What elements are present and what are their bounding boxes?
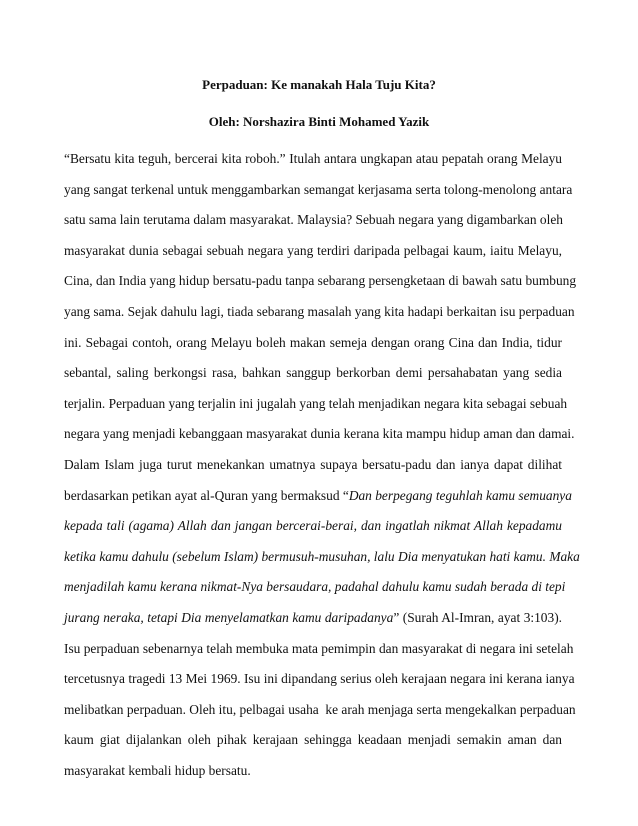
line-text: Isu perpaduan sebenarnya telah membuka mata pemimpin dan masyarakat di negara ini setelah	[64, 640, 574, 656]
paragraph-line	[64, 732, 562, 747]
line-text: negara yang menjadi kebanggaan masyarakat dunia kerana kita mampu hidup aman dan damai.	[64, 426, 575, 442]
document-author: Oleh: Norshazira Binti Mohamed Yazik	[208, 114, 430, 129]
line-text: yang sama. Sejak dahulu lagi, tiada sebarang masalah yang kita hadapi berkaitan isu perpaduan	[64, 304, 575, 319]
paragraph-line	[64, 212, 562, 227]
line-text: ini. Sebagai contoh, orang Melayu boleh makan semeja dengan orang Cina dan India, tidur	[64, 334, 562, 350]
quran-quote-text: Dan berpegang teguhlah kamu semuanya	[348, 487, 572, 503]
line-text: masyarakat dunia sebagai sebuah negara yang terdiri daripada pelbagai kaum, iaitu Melayu,	[64, 242, 562, 258]
line-text: ” (Surah Al-Imran, ayat 3:103).	[393, 610, 563, 625]
paragraph-line	[64, 151, 562, 166]
paragraph-line	[64, 487, 572, 503]
paragraph-line	[64, 243, 562, 258]
paragraph-line	[64, 548, 580, 564]
quran-quote-text: kepada tali (agama) Allah dan jangan bercerai-berai, dan ingatlah nikmat Allah kepadamu	[64, 518, 562, 534]
line-text: “Bersatu kita teguh, bercerai kita roboh.” Itulah antara ungkapan atau pepatah orang Melayu	[64, 151, 562, 166]
paragraph-line	[64, 610, 562, 625]
paragraph-line	[64, 763, 562, 778]
paragraph-line	[64, 701, 576, 717]
paragraph-line	[64, 365, 562, 380]
line-text: sebantal, saling berkongsi rasa, bahkan sanggup berkorban demi persahabatan yang sedia	[64, 365, 562, 381]
line-text: melibatkan perpaduan. Oleh itu, pelbagai usaha ke arah menjaga serta mengekalkan perpaduan	[64, 701, 576, 717]
paragraph-line	[64, 304, 575, 319]
line-text: terjalin. Perpaduan yang terjalin ini jugalah yang telah menjadikan negara kita sebagai sebuah	[64, 395, 568, 411]
quran-quote-text: menjadilah kamu kerana nikmat-Nya bersaudara, padahal dahulu kamu sudah berada di tepi	[64, 579, 566, 595]
paragraph-line	[64, 335, 562, 350]
paragraph-line	[64, 671, 575, 687]
paragraph-line	[64, 181, 573, 197]
quran-quote-text: jurang neraka, tetapi Dia menyelamatkan kamu daripadanya	[64, 610, 394, 625]
line-text: masyarakat kembali hidup bersatu.	[64, 763, 251, 778]
line-text: satu sama lain terutama dalam masyarakat. Malaysia? Sebuah negara yang digambarkan oleh	[64, 212, 563, 228]
line-text: Cina, dan India yang hidup bersatu-padu tanpa sebarang persengketaan di bawah satu bumbung	[64, 273, 577, 289]
line-text: Dalam Islam juga turut menekankan umatnya supaya bersatu-padu dan ianya dapat dilihat	[64, 457, 562, 472]
paragraph-line	[64, 640, 574, 656]
line-text: tercetusnya tragedi 13 Mei 1969. Isu ini dipandang serius oleh kerajaan negara ini kerana ianya	[64, 671, 575, 687]
paragraph-line	[64, 273, 577, 289]
paragraph-line	[64, 395, 568, 411]
line-text: yang sangat terkenal untuk menggambarkan semangat kerjasama serta tolong-menolong antara	[64, 181, 573, 197]
quran-quote-text: ketika kamu dahulu (sebelum Islam) bermusuh-musuhan, lalu Dia menyatukan hati kamu. Maka	[64, 548, 580, 564]
paragraph-line	[64, 579, 566, 595]
paragraph-line	[64, 518, 562, 533]
line-text: kaum giat dijalankan oleh pihak kerajaan sehingga keadaan menjadi semakin aman dan	[64, 732, 562, 748]
paragraph-line	[64, 426, 575, 442]
document-title: Perpaduan: Ke manakah Hala Tuju Kita?	[202, 77, 436, 92]
paragraph-line	[64, 457, 562, 472]
line-text: berdasarkan petikan ayat al-Quran yang bermaksud “	[64, 487, 349, 503]
